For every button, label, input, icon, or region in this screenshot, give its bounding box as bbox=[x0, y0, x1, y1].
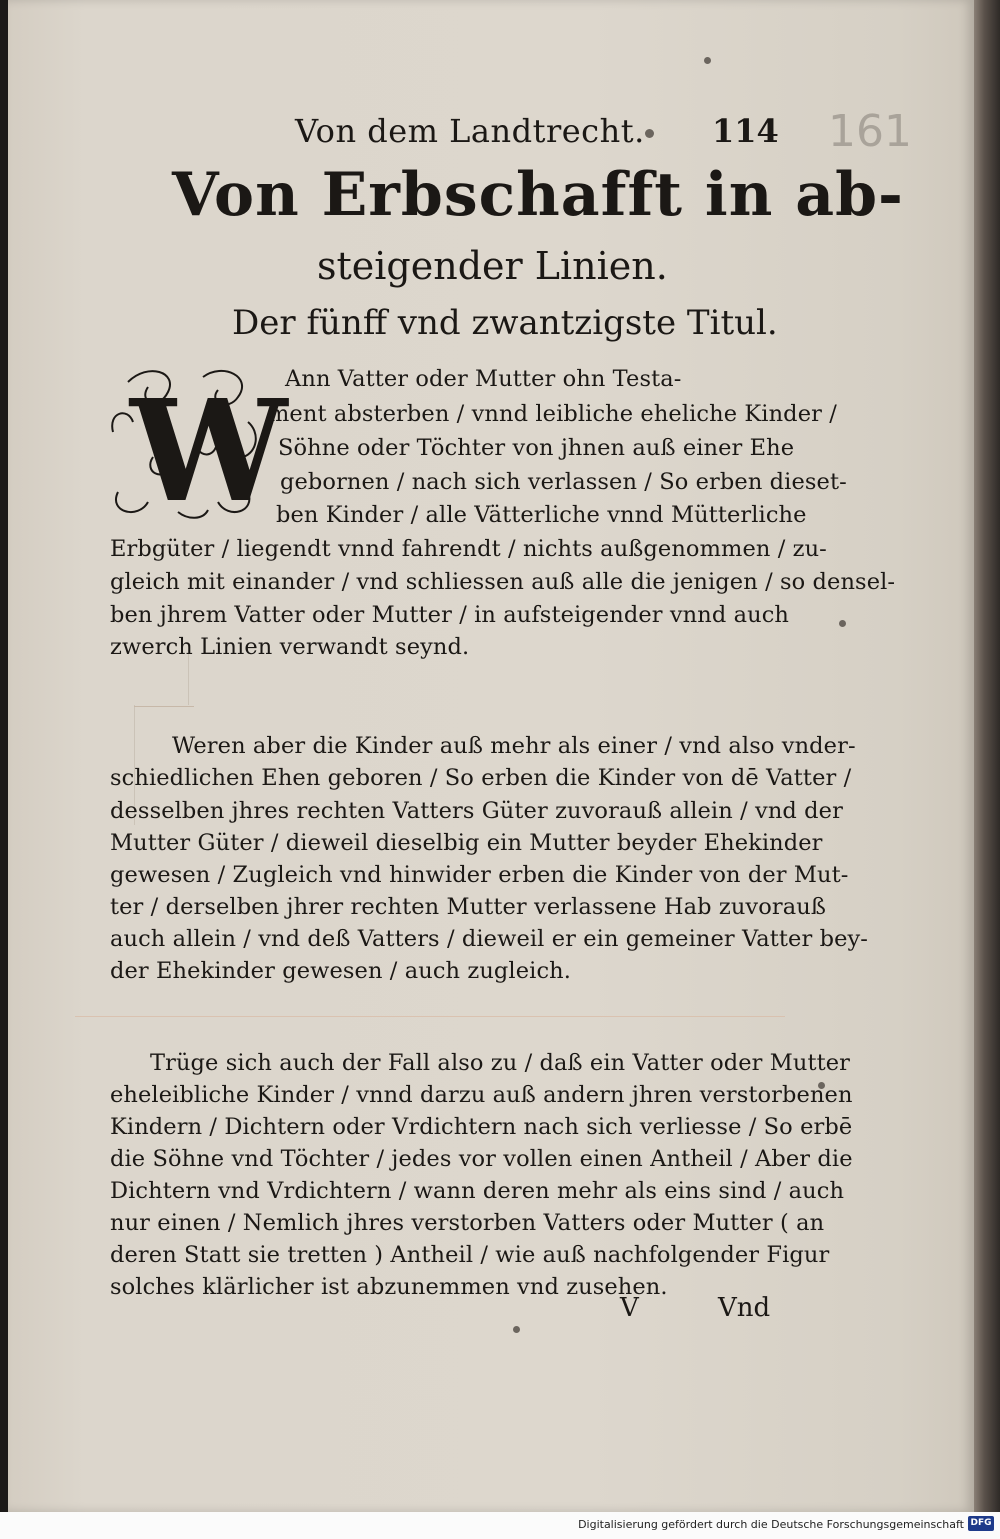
page-edge bbox=[974, 0, 1000, 1512]
catchword: Vnd bbox=[718, 1293, 771, 1323]
ink-spot bbox=[645, 129, 654, 138]
text-line: ben Kinder / alle Vätterliche vnnd Mütterliche bbox=[276, 502, 807, 528]
page-crease bbox=[134, 706, 194, 707]
ink-spot bbox=[513, 1326, 520, 1333]
text-line: die Söhne vnd Töchter / jedes vor vollen einen Antheil / Aber die bbox=[110, 1146, 853, 1172]
text-line: nur einen / Nemlich jhres verstorben Vatters oder Mutter ( an bbox=[110, 1210, 825, 1236]
text-line: Mutter Güter / dieweil dieselbig ein Mutter beyder Ehekinder bbox=[110, 830, 823, 856]
text-line: desselben jhres rechten Vatters Güter zuvorauß allein / vnd der bbox=[110, 798, 843, 824]
text-line: ment absterben / vnnd leibliche eheliche Kinder / bbox=[268, 401, 837, 427]
page-crease bbox=[75, 1016, 785, 1017]
text-line: zwerch Linien verwandt seynd. bbox=[110, 634, 470, 660]
chapter-title-continued: steigender Linien. bbox=[317, 244, 668, 288]
drop-cap-letter: W bbox=[130, 370, 288, 534]
text-line: solches klärlicher ist abzunemmen vnd zusehen. bbox=[110, 1274, 668, 1300]
dfg-logo: DFG bbox=[968, 1516, 994, 1531]
text-line: gewesen / Zugleich vnd hinwider erben die Kinder von der Mut- bbox=[110, 862, 849, 888]
text-line: eheleibliche Kinder / vnnd darzu auß andern jhren verstorbenen bbox=[110, 1082, 853, 1108]
text-line: gebornen / nach sich verlassen / So erben dieset- bbox=[280, 469, 847, 495]
text-line: deren Statt sie tretten ) Antheil / wie auß nachfolgender Figur bbox=[110, 1242, 830, 1268]
text-line: Weren aber die Kinder auß mehr als einer / vnd also vnder- bbox=[172, 733, 856, 759]
chapter-subtitle: Der fünff vnd zwantzigste Titul. bbox=[232, 303, 778, 343]
text-line: Erbgüter / liegendt vnnd fahrendt / nichts außgenommen / zu- bbox=[110, 536, 827, 562]
text-line: gleich mit einander / vnd schliessen auß alle die jenigen / so densel- bbox=[110, 569, 896, 595]
text-line: Söhne oder Töchter von jhnen auß einer Ehe bbox=[278, 435, 795, 461]
drop-cap bbox=[108, 362, 288, 534]
text-line: der Ehekinder gewesen / auch zugleich. bbox=[110, 958, 571, 984]
text-line: auch allein / vnd deß Vatters / dieweil er ein gemeiner Vatter bey- bbox=[110, 926, 869, 952]
chapter-title: Von Erbschafft in ab- bbox=[172, 160, 904, 230]
text-line: Trüge sich auch der Fall also zu / daß ein Vatter oder Mutter bbox=[150, 1050, 851, 1076]
ink-spot bbox=[704, 57, 711, 64]
text-line: Ann Vatter oder Mutter ohn Testa- bbox=[285, 366, 682, 392]
marginal-note: 161 bbox=[828, 106, 912, 157]
drop-cap-ornament bbox=[108, 362, 288, 534]
page-number: 114 bbox=[712, 112, 779, 150]
text-line: Dichtern vnd Vrdichtern / wann deren mehr als eins sind / auch bbox=[110, 1178, 845, 1204]
funding-credit: Digitalisierung gefördert durch die Deutsche Forschungsgemeinschaft bbox=[578, 1518, 964, 1531]
signature-mark: V bbox=[620, 1293, 639, 1323]
text-line: schiedlichen Ehen geboren / So erben die Kinder von dē Vatter / bbox=[110, 765, 852, 791]
text-line: Kindern / Dichtern oder Vrdichtern nach sich verliesse / So erbē bbox=[110, 1114, 853, 1140]
ink-spot bbox=[839, 620, 846, 627]
running-head: Von dem Landtrecht. bbox=[295, 112, 645, 150]
text-line: ter / derselben jhrer rechten Mutter verlassene Hab zuvorauß bbox=[110, 894, 826, 920]
text-line: ben jhrem Vatter oder Mutter / in aufsteigender vnnd auch bbox=[110, 602, 789, 628]
